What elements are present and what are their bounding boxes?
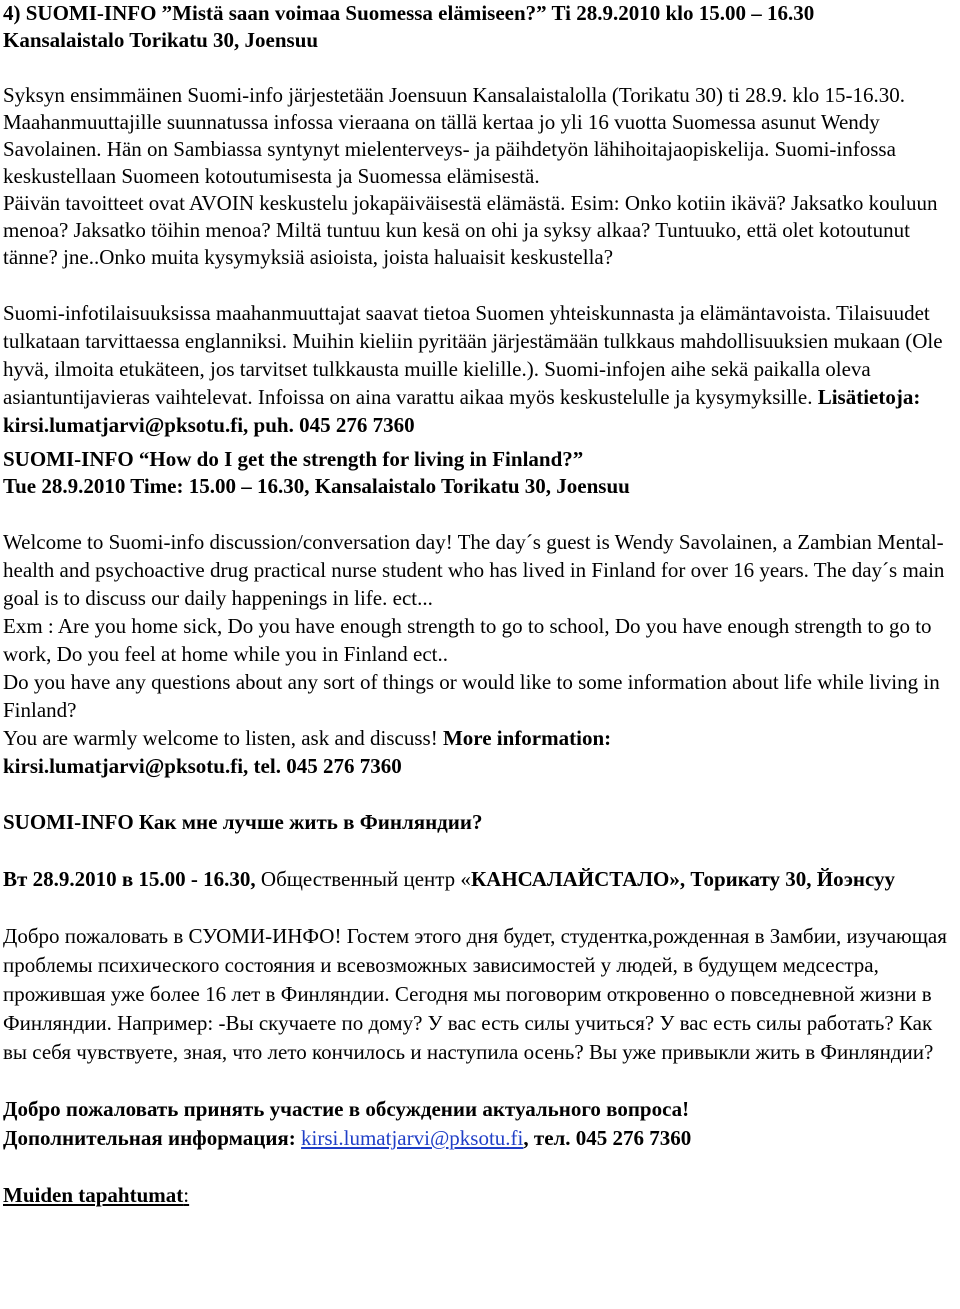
fi-paragraph-1: Syksyn ensimmäinen Suomi-info järjestetään Joensuun Kansalaistalolla (Torikatu 30) ti 28.9. klo 15-16.30. Maahanmuuttajille suunnatussa infossa vieraana on tällä kertaa jo yli 16 vuotta Suomessa asunut Wendy Savolainen. Hän on Sambiassa syntynyt mielenterveys- ja päihdetyön lähihoitajaopiskelija. Suomi-infossa keskustellaan Suomeen kotoutumisesta ja Suomessa elämisestä.: [3, 83, 905, 188]
ru-paragraph-1: Добро пожаловать в СУОМИ-ИНФО! Гостем этого дня будет, студентка,рожденная в Замбии, изучающая проблемы психического состояния и всевозможных зависимостей у людей, в будущем медсестра, прожившая уже более 16 лет в Финляндии. Сегодня мы поговорим откровенно о повседневной жизни в Финляндии. Например: -Вы скучаете по дому? У вас есть силы учиться? У вас есть силы работать? Как вы себя чувствуете, зная, что лето кончилось и наступила осень? Вы уже привыкли жить в Финляндии?: [3, 924, 947, 1064]
en-paragraph-4: You are warmly welcome to listen, ask and discuss! More information:: [3, 726, 612, 750]
fi-title-line2: Kansalaistalo Torikatu 30, Joensuu: [3, 28, 319, 52]
en-title-line2: Tue 28.9.2010 Time: 15.00 – 16.30, Kansalaistalo Torikatu 30, Joensuu: [3, 474, 630, 498]
en-paragraph-3: Do you have any questions about any sort of things or would like to some information about life while living in Finland?: [3, 670, 940, 722]
en-contact: kirsi.lumatjarvi@pksotu.fi, tel. 045 276 7360: [3, 754, 402, 778]
ru-date-place: Вт 28.9.2010 в 15.00 - 16.30, Общественный центр «КАНСАЛАЙСТАЛО», Торикату 30, Йоэнсуу: [3, 867, 896, 891]
email-link[interactable]: kirsi.lumatjarvi@pksotu.fi: [301, 1126, 524, 1150]
ru-welcome: Добро пожаловать принять участие в обсуждении актуального вопроса!: [3, 1097, 690, 1121]
ru-contact: Дополнительная информация: kirsi.lumatjarvi@pksotu.fi, тел. 045 276 7360: [3, 1126, 692, 1150]
en-title-line1: SUOMI-INFO “How do I get the strength for living in Finland?”: [3, 447, 584, 471]
fi-paragraph-3: Suomi-infotilaisuuksissa maahanmuuttajat saavat tietoa Suomen yhteiskunnasta ja elämäntavoista. Tilaisuudet tulkataan tarvittaessa englanniksi. Muihin kieliin pyritään järjestämään tulkkaus mahdollisuuksien mukaan (Ole hyvä, ilmoita etukäteen, jos tarvitset tulkkausta muille kielille.). Suomi-infojen aihe sekä paikalla oleva asiantuntijavieras vaihtelevat. Infoissa on aina varattu aikaa myös keskustelulle ja kysymyksille. Lisätietoja: kirsi.lumatjarvi@pksotu.fi, puh. 045 276 7360: [3, 301, 943, 437]
fi-title-line1: 4) SUOMI-INFO ”Mistä saan voimaa Suomessa elämiseen?” Ti 28.9.2010 klo 15.00 – 16.30: [3, 1, 815, 25]
other-events-heading: Muiden tapahtumat:: [3, 1183, 190, 1207]
fi-paragraph-2: Päivän tavoitteet ovat AVOIN keskustelu jokapäiväisestä elämästä. Esim: Onko kotiin ikävä? Jaksatko kouluun menoa? Jaksatko töihin menoa? Miltä tuntuu kun kesä on ohi ja syksy alkaa? Tuntuuko, että olet kotoutunut tänne? jne..Onko muita kysymyksiä asioista, joista haluaisit keskustella?: [3, 191, 938, 269]
en-paragraph-1: Welcome to Suomi-info discussion/conversation day! The day´s guest is Wendy Savolainen, a Zambian Mental- health and psychoactive drug practical nurse student who has lived in Finland for over 16 years. The day´s main goal is to discuss our daily happenings in life. ect...: [3, 530, 945, 610]
fi-contact: Lisätietoja: kirsi.lumatjarvi@pksotu.fi, puh. 045 276 7360: [3, 385, 921, 437]
ru-title: SUOMI-INFO Как мне лучше жить в Финляндии?: [3, 810, 483, 834]
en-paragraph-2: Exm : Are you home sick, Do you have enough strength to go to school, Do you have enough strength to go to work, Do you feel at home while you in Finland ect..: [3, 614, 932, 666]
